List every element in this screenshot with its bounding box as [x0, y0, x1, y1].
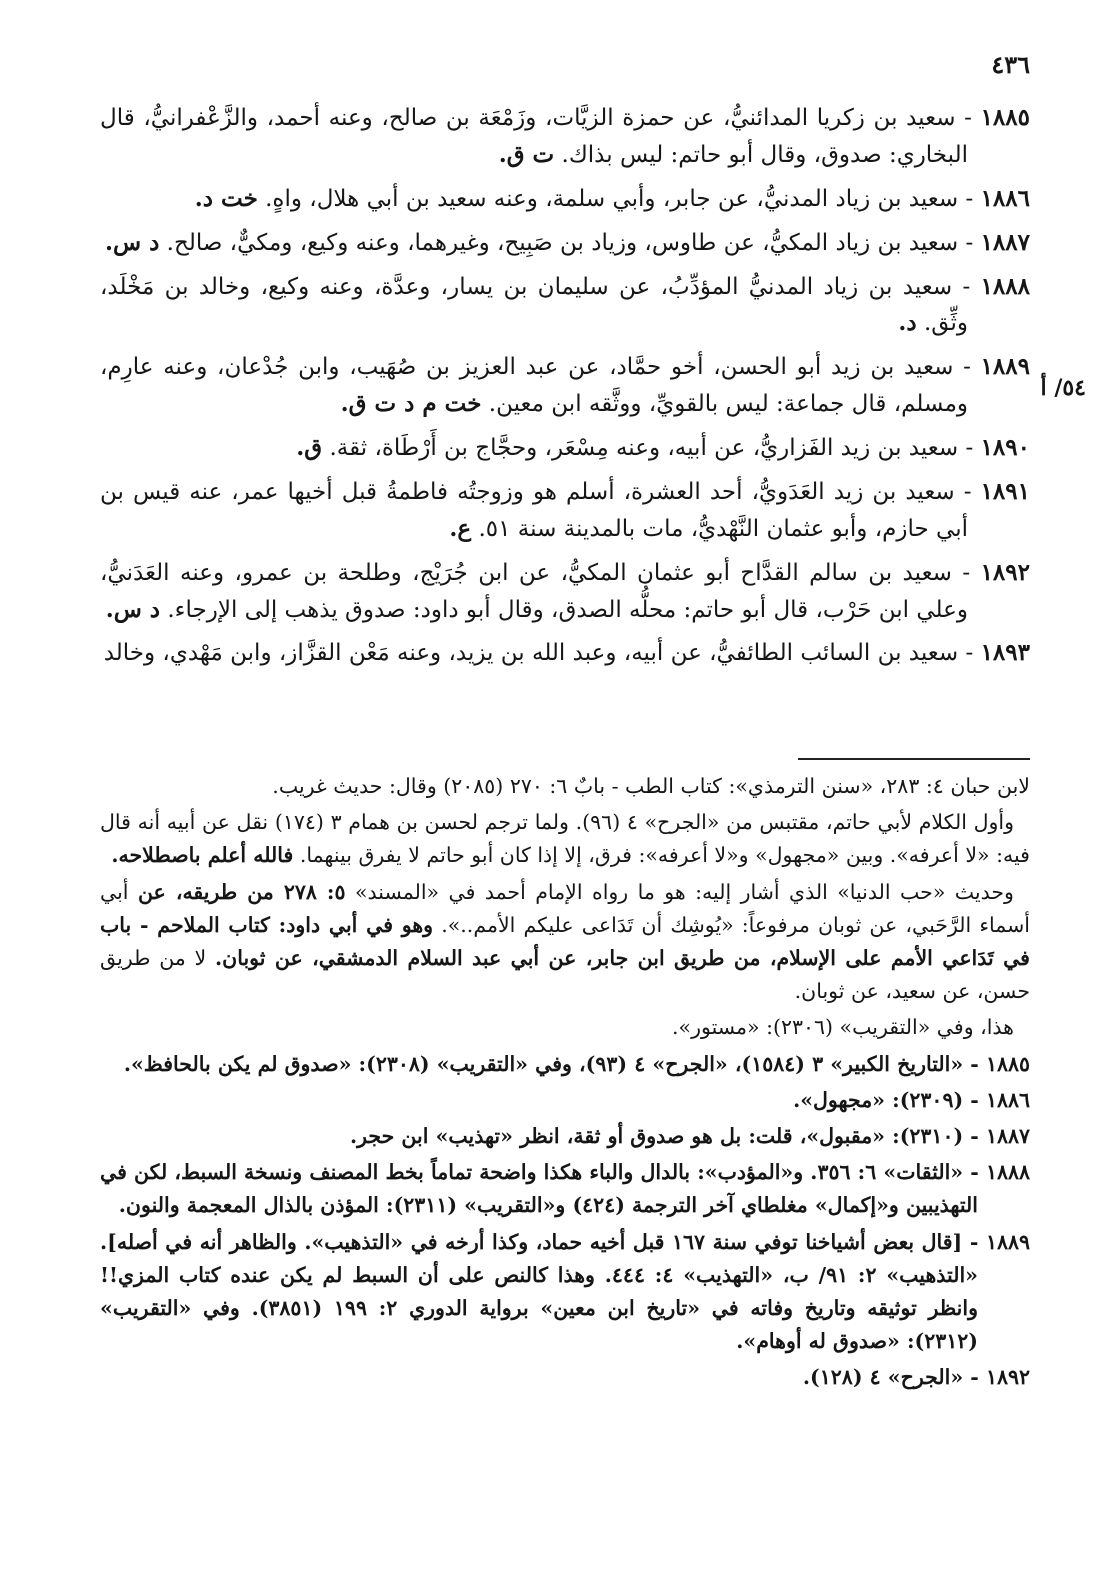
footnote-text: «الجرح» ٤ (١٢٨).	[802, 1365, 964, 1390]
entry-sigla: د.	[898, 309, 917, 337]
footnote-paragraph	[100, 806, 1030, 872]
footnote-entry: ١٨٨٨ - «الثقات» ٦: ٣٥٦. و«المؤدب»: بالدال والباء هكذا واضحة تماماً بخط المصنف ونسخة السبط، لكن في التهذيبين و«إكمال» مغلطاي آخر الترجمة (٤٢٤) و«التقريب» (٢٣١١): المؤذن بالذال المعجمة والنون.	[100, 1160, 1030, 1218]
entry-sigla: خت د.	[194, 184, 258, 212]
footnote-text-bold: ٥: ٢٧٨ من طريقه، عن	[137, 879, 346, 904]
entry-number: ١٨٩٣	[980, 639, 1030, 667]
entry: ١٨٨٦ - سعيد بن زياد المدنيُّ، عن جابر، وأبي سلمة، وعنه سعيد بن أبي هلال، واهٍ. خت د.	[194, 184, 1030, 212]
entry-sigla: ع.	[449, 514, 472, 542]
footnote-number: ١٨٨٨	[985, 1160, 1030, 1185]
entry-text: سعيد بن زياد المكيُّ، عن طاوس، وزياد بن صَبِيح، وغيرهما، وعنه وكيع، ومكيٌّ، صالح.	[166, 229, 959, 256]
entry: ١٨٨٩ - سعيد بن زيد أبو الحسن، أخو حمَّاد، عن عبد العزيز بن صُهَيب، وابن جُدْعان، وعنه عارِم، ومسلم، قال جماعة: ليس بالقويِّ، ووثَّقه ابن معين. خت م د ت ق.	[100, 353, 1030, 418]
entry: ١٨٨٧ - سعيد بن زياد المكيُّ، عن طاوس، وزياد بن صَبِيح، وغيرهما، وعنه وكيع، ومكيٌّ، صالح. د س.	[105, 228, 1030, 256]
footnote-text: «الثقات» ٦: ٣٥٦. و«المؤدب»: بالدال والباء هكذا واضحة تماماً بخط المصنف ونسخة السبط، لكن في التهذيبين و«إكمال» مغلطاي آخر الترجمة (٤٢٤) و«التقريب» (٢٣١١): المؤذن بالذال المعجمة والنون.	[100, 1160, 978, 1218]
footnote-text: أبي أسماء الرَّحَبي، عن ثوبان مرفوعاً: «يُوشِك أن تَدَاعى عليكم الأمم..».	[100, 879, 1030, 937]
footnote-number: ١٨٨٧	[985, 1124, 1030, 1149]
entry-sigla: ق.	[296, 434, 323, 461]
entry: ١٨٨٨ - سعيد بن زياد المدنيُّ المؤدِّبُ، عن سليمان بن يسار، وعدَّة، وعنه وكيع، وخالد بن مَخْلَد، وثِّق. د.	[100, 272, 1030, 337]
entry-number: ١٨٨٧	[980, 228, 1030, 256]
entry: ١٨٨٥ - سعيد بن زكريا المدائنيُّ، عن حمزة الزيَّات، وزَمْعَة بن صالح، وعنه أحمد، والزَّعْفرانيُّ، قال البخاري: صدوق، وقال أبو حاتم: ليس بذاك. ت ق.	[100, 104, 1030, 168]
footnote-text-bold: وهو في أبي داود: كتاب الملاحم - باب في تَدَاعي الأمم على الإسلام، من طريق ابن جابر، عن أبي عبد السلام الدمشقي، عن ثوبان.	[100, 912, 1030, 971]
footnote-text: وأول الكلام لأبي حاتم، مقتبس من «الجرح» ٤ (٩٦). ولما ترجم لحسن بن همام ٣ (١٧٤) نقل عن أبيه أنه قال فيه: «لا أعرفه». وبين «مجهول» و«لا أعرفه»: فرق، إلا إذا كان أبو حاتم لا يفرق بينهما.	[100, 810, 1030, 868]
footnote-text: «التاريخ الكبير» ٣ (١٥٨٤)، «الجرح» ٤ (٩٣)، وفي «التقريب» (٢٣٠٨): «صدوق لم يكن بالحافظ».	[123, 1051, 964, 1076]
entry: ١٨٩٢ - سعيد بن سالم القدَّاح أبو عثمان المكيُّ، عن ابن جُرَيْج، وطلحة بن عمرو، وعنه العَدَنيُّ، وعلي ابن حَرْب، قال أبو حاتم: محلُّه الصدق، وقال أبو داود: صدوق يذهب إلى الإرجاء. د س.	[100, 558, 1030, 623]
footnote-entry: ١٨٨٩ - [قال بعض أشياخنا توفي سنة ١٦٧ قبل أخيه حماد، وكذا أرخه في «التذهيب». والظاهر أنه في أصله]. «التذهيب» ٢: ٩١/ ب، «التهذيب» ٤: ٤٤٤. وهذا كالنص على أن السبط لم يكن عنده كتاب المزي!! وانظر توثيقه وتاريخ وفاته في «تاريخ ابن معين» برواية الدوري ٢: ١٩٩ (٣٨٥١). وفي «التقريب» (٢٣١٢): «صدوق له أوهام».	[100, 1229, 1030, 1354]
entry-sigla: د س.	[105, 595, 161, 623]
entry-number: ١٨٨٥	[980, 104, 1030, 131]
footnote-entry: ١٨٨٧ - (٢٣١٠): «مقبول»، قلت: بل هو صدوق أو ثقة، انظر «تهذيب» ابن حجر.	[349, 1124, 1030, 1149]
entry: ١٨٩٣ - سعيد بن السائب الطائفيُّ، عن أبيه، وعبد الله بن يزيد، وعنه مَعْن القزَّاز، وابن مَهْدي، وخالد	[103, 639, 1030, 667]
footnote-text: (٢٣١٠): «مقبول»، قلت: بل هو صدوق أو ثقة، انظر «تهذيب» ابن حجر.	[349, 1124, 964, 1149]
entry-sigla: د س.	[105, 228, 160, 256]
page-number: ٤٣٦	[991, 50, 1030, 79]
footnote-entry: ١٨٩٢ - «الجرح» ٤ (١٢٨).	[802, 1365, 1030, 1390]
footnote-paragraph: هذا، وفي «التقريب» (٢٣٠٦): «مستور».	[672, 1015, 1014, 1040]
footnote-paragraph: لابن حبان ٤: ٢٨٣، «سنن الترمذي»: كتاب الطب - بابٌ ٦: ٢٧٠ (٢٠٨٥) وقال: حديث غريب.	[272, 774, 1030, 798]
entry-sigla: خت م د ت ق.	[340, 390, 482, 418]
footnote-text: [قال بعض أشياخنا توفي سنة ١٦٧ قبل أخيه حماد، وكذا أرخه في «التذهيب». والظاهر أنه في أصله]. «التذهيب» ٢: ٩١/ ب، «التهذيب» ٤: ٤٤٤. وهذا كالنص على أن السبط لم يكن عنده كتاب المزي!! وانظر توثيقه وتاريخ وفاته في «تاريخ ابن معين» برواية الدوري ٢: ١٩٩ (٣٨٥١). وفي «التقريب» (٢٣١٢): «صدوق له أوهام».	[100, 1229, 978, 1354]
entry-text: سعيد بن زيد أبو الحسن، أخو حمَّاد، عن عبد العزيز بن صُهَيب، وابن جُدْعان، وعنه عارِم، ومسلم، قال جماعة: ليس بالقويِّ، ووثَّقه ابن معين.	[100, 354, 968, 418]
footnote-number: ١٨٨٦	[985, 1087, 1030, 1112]
footnotes	[100, 770, 1030, 1398]
entry-number: ١٨٨٦	[980, 184, 1030, 212]
entry-sigla: ت ق.	[498, 140, 555, 168]
footnote-number: ١٨٩٢	[985, 1365, 1030, 1390]
entry-text: سعيد بن السائب الطائفيُّ، عن أبيه، وعبد الله بن يزيد، وعنه مَعْن القزَّاز، وابن مَهْدي، وخالد	[103, 640, 959, 667]
entry-text: سعيد بن زياد المدنيُّ المؤدِّبُ، عن سليمان بن يسار، وعدَّة، وعنه وكيع، وخالد بن مَخْلَد، وثِّق.	[100, 273, 968, 337]
entry-text: سعيد بن زكريا المدائنيُّ، عن حمزة الزيَّات، وزَمْعَة بن صالح، وعنه أحمد، والزَّعْفرانيُّ، قال البخاري: صدوق، وقال أبو حاتم: ليس بذاك.	[100, 105, 968, 168]
entry-number: ١٨٩١	[980, 477, 1030, 505]
footnote-text: لا من طريق حسن، عن سعيد، عن ثوبان.	[100, 946, 1030, 1004]
main-text	[100, 100, 1030, 679]
folio-margin-note: ٥٤/ أ	[1040, 375, 1086, 401]
footnote-entry: ١٨٨٦ - (٢٣٠٩): «مجهول».	[793, 1087, 1030, 1112]
entry-text: سعيد بن سالم القدَّاح أبو عثمان المكيُّ، عن ابن جُرَيْج، وطلحة بن عمرو، وعنه العَدَنيُّ، وعلي ابن حَرْب، قال أبو حاتم: محلُّه الصدق، وقال أبو داود: صدوق يذهب إلى الإرجاء.	[100, 559, 968, 623]
entry-number: ١٨٩٠	[980, 434, 1030, 461]
footnote-text-bold: فالله أعلم باصطلاحه.	[111, 843, 294, 868]
entry-number: ١٨٩٢	[980, 558, 1030, 586]
footnote-entry: ١٨٨٥ - «التاريخ الكبير» ٣ (١٥٨٤)، «الجرح» ٤ (٩٣)، وفي «التقريب» (٢٣٠٨): «صدوق لم يكن بالحافظ».	[123, 1051, 1030, 1076]
footnote-paragraph	[100, 876, 1030, 1009]
footnote-number: ١٨٨٥	[985, 1051, 1030, 1076]
entry: ١٨٩١ - سعيد بن زيد العَدَويُّ، أحد العشرة، أسلم هو وزوجتُه فاطمةُ قبل أخيها عمر، عنه قيس بن أبي حازم، وأبو عثمان النَّهْديُّ، مات بالمدينة سنة ٥١. ع.	[100, 477, 1030, 542]
footnote-number: ١٨٨٩	[985, 1229, 1030, 1254]
entry-text: سعيد بن زيد العَدَويُّ، أحد العشرة، أسلم هو وزوجتُه فاطمةُ قبل أخيها عمر، عنه قيس بن أبي حازم، وأبو عثمان النَّهْديُّ، مات بالمدينة سنة ٥١.	[100, 478, 968, 542]
footnote-text: (٢٣٠٩): «مجهول».	[793, 1087, 964, 1112]
footnote-text: وحديث «حب الدنيا» الذي أشار إليه: هو ما رواه الإمام أحمد في «المسند»	[354, 879, 1014, 904]
footnote-divider	[798, 758, 1030, 760]
entry: ١٨٩٠ - سعيد بن زيد الفَزاريُّ، عن أبيه، وعنه مِسْعَر، وحجَّاج بن أَرْطَاة، ثقة. ق.	[296, 434, 1030, 461]
entry-number: ١٨٨٨	[980, 272, 1030, 300]
entry-number: ١٨٨٩	[980, 353, 1030, 381]
entry-text: سعيد بن زياد المدنيُّ، عن جابر، وأبي سلمة، وعنه سعيد بن أبي هلال، واهٍ.	[265, 185, 959, 212]
entry-text: سعيد بن زيد الفَزاريُّ، عن أبيه، وعنه مِسْعَر، وحجَّاج بن أَرْطَاة، ثقة.	[329, 435, 959, 461]
